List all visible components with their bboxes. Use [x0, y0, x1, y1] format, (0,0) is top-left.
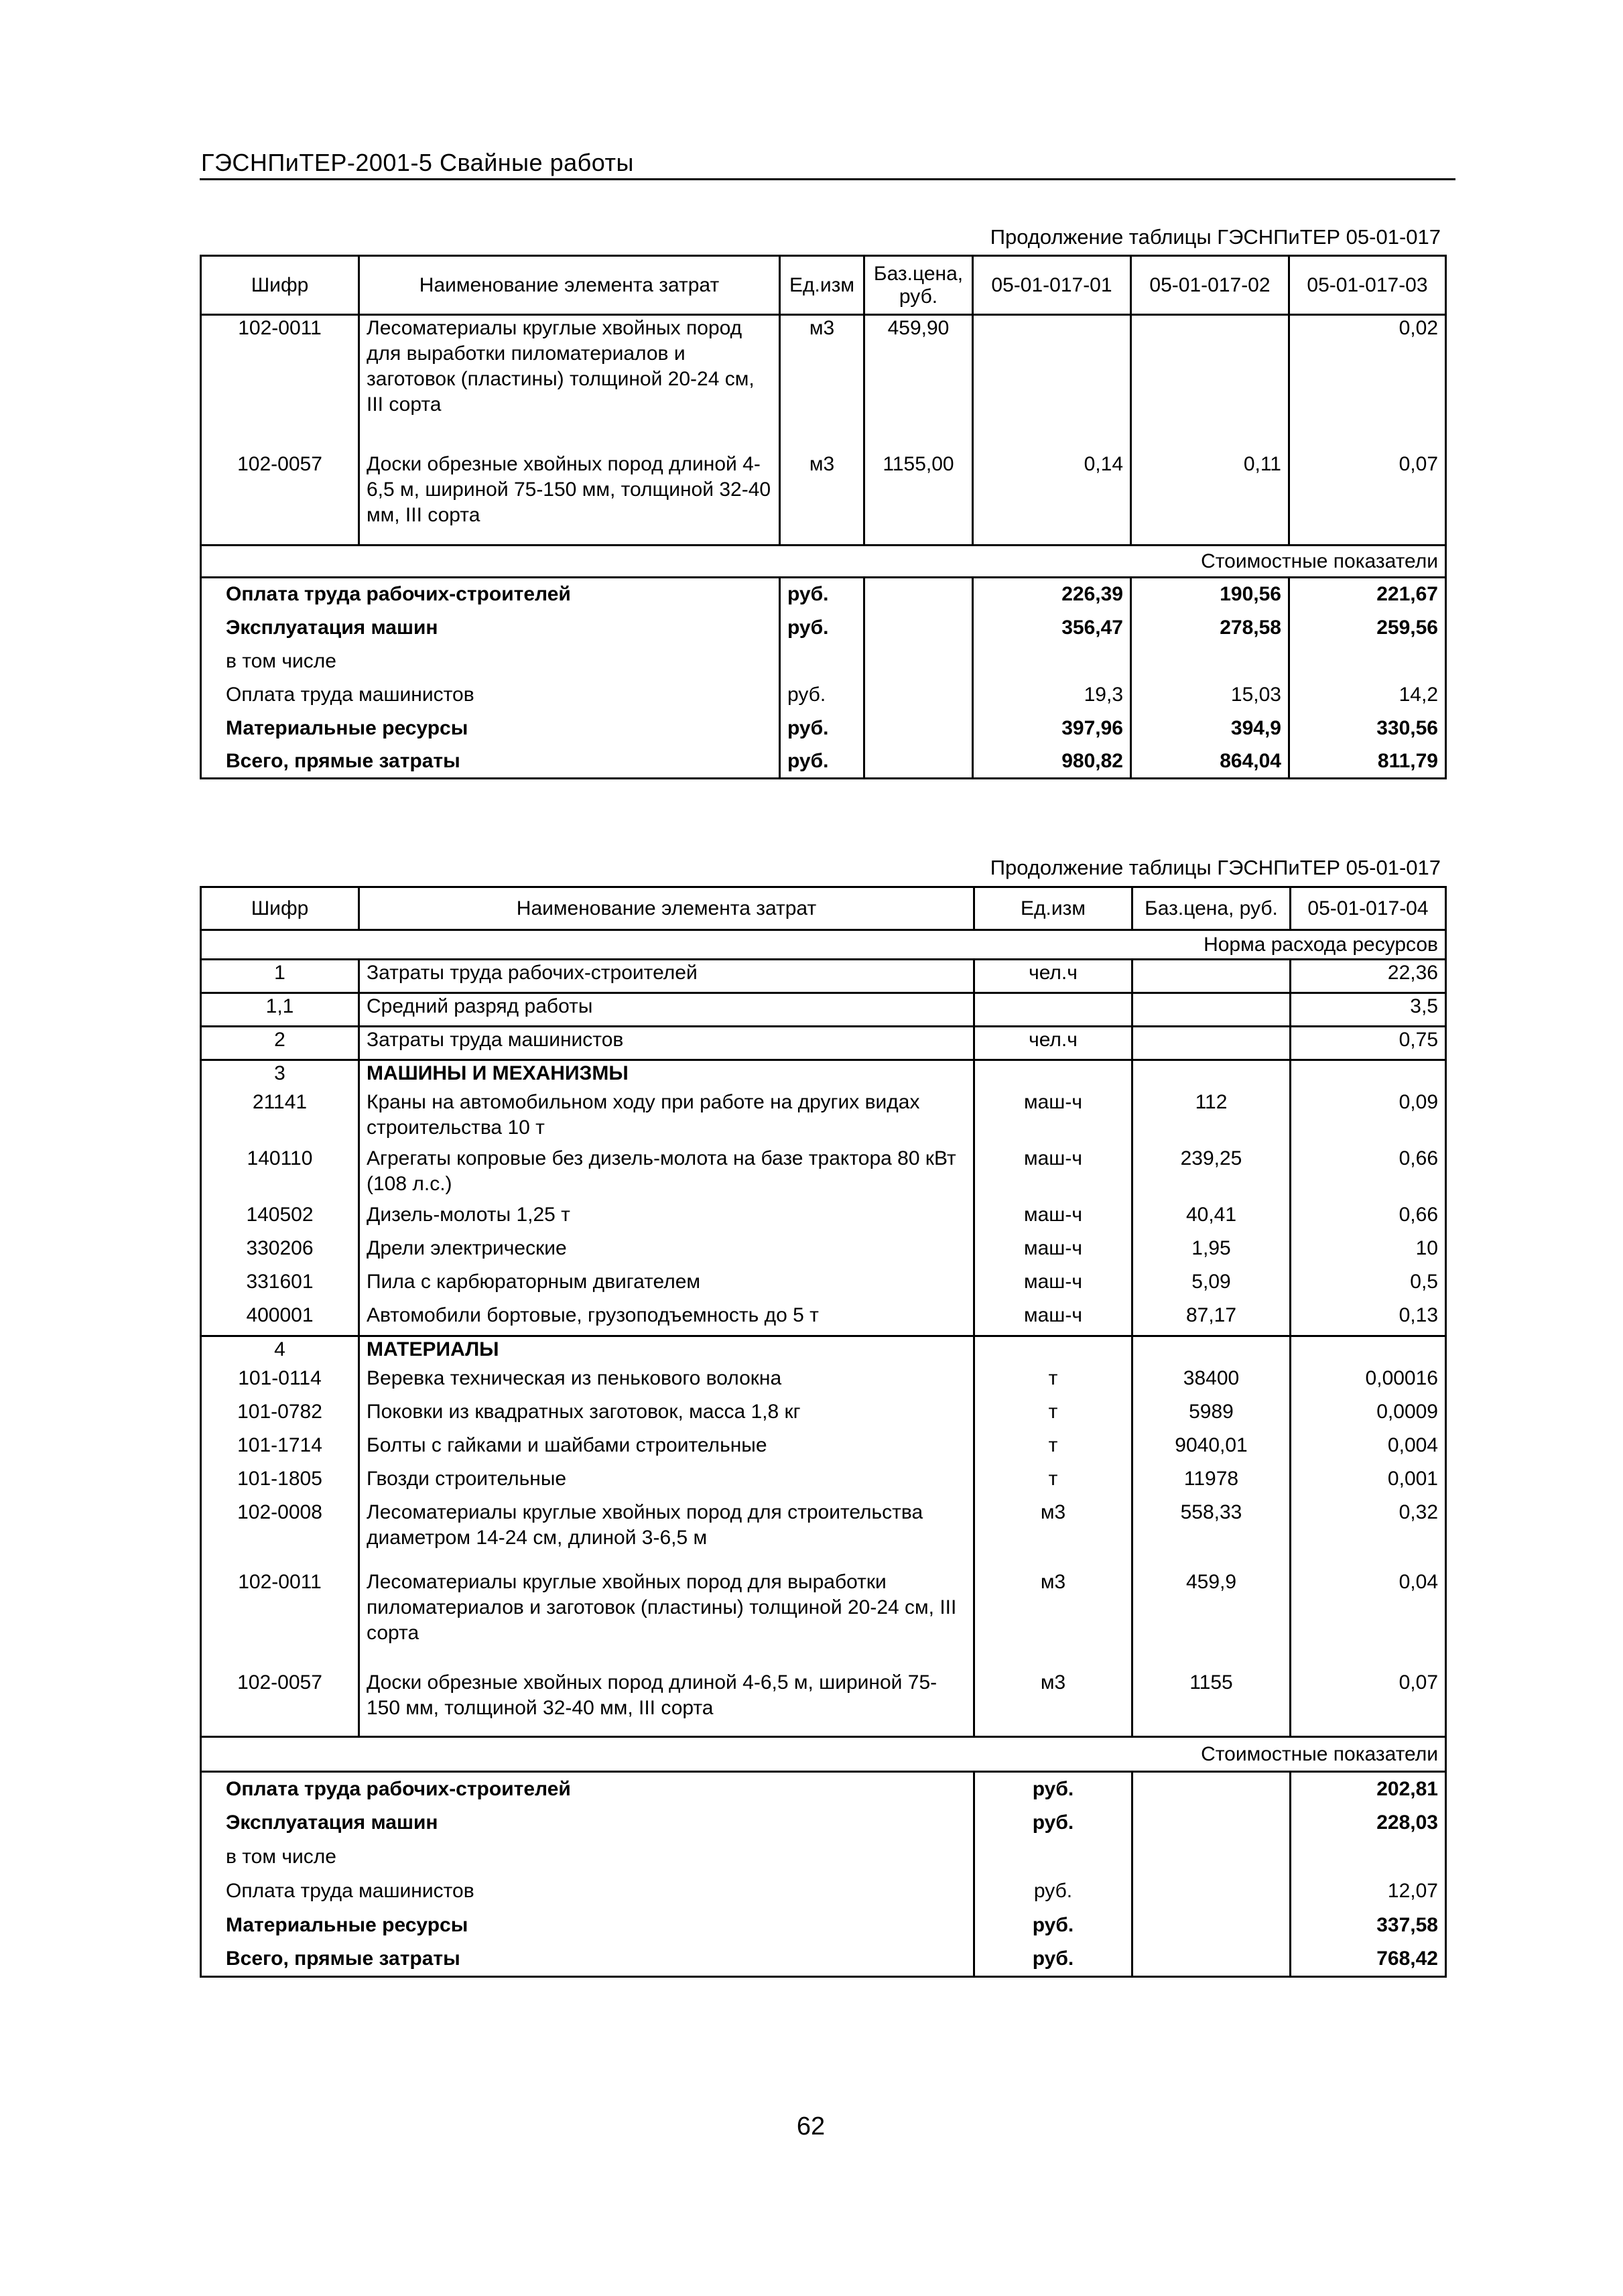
resource-price: 87,17 [1132, 1303, 1291, 1336]
resource-unit: чел.ч [974, 960, 1132, 993]
table-row [201, 1466, 1446, 1500]
material-price: 1155,00 [864, 452, 973, 546]
material-value-01: 0,14 [973, 452, 1131, 546]
cost-row [201, 645, 1446, 678]
resource-value: 0,32 [1291, 1500, 1446, 1570]
table-row [201, 1433, 1446, 1466]
cost-label: Оплата труда машинистов [201, 678, 780, 712]
material-name: Доски обрезные хвойных пород длиной 4-6,5 м, шириной 75-150 мм, толщиной 32-40 мм, III сорта [359, 452, 780, 546]
resource-name: Затраты труда машинистов [359, 1027, 974, 1060]
cost-row [201, 1806, 1446, 1840]
table-row [201, 1399, 1446, 1433]
cost-row [201, 1943, 1446, 1977]
material-unit: м3 [780, 452, 864, 546]
resource-name: Веревка техническая из пенькового волокна [359, 1366, 974, 1399]
cost-label: Эксплуатация машин [201, 611, 780, 645]
resource-code: 1,1 [201, 993, 359, 1027]
cost-value-02: 394,9 [1131, 712, 1289, 745]
resource-price [1132, 993, 1291, 1027]
resource-price [1132, 1027, 1291, 1060]
machines-group [201, 1060, 1446, 1090]
cost-row [201, 578, 1446, 611]
table1-body [201, 256, 1446, 779]
cost-price [1132, 1909, 1291, 1943]
materials-group-unit [974, 1336, 1132, 1366]
table2-header-price: Баз.цена, руб. [1132, 887, 1291, 930]
cost-unit: руб. [974, 1909, 1132, 1943]
table-row [201, 993, 1446, 1027]
resource-unit: м3 [974, 1500, 1132, 1570]
cost-label: Материальные ресурсы [201, 712, 780, 745]
machines-group-code: 3 [201, 1060, 359, 1090]
resource-price: 1,95 [1132, 1236, 1291, 1269]
resource-price: 11978 [1132, 1466, 1291, 1500]
resource-code: 1 [201, 960, 359, 993]
resource-name: Лесоматериалы круглые хвойных пород для выработки пиломатериалов и заготовок (пластины) толщиной 20-24 см, III сорта [359, 1570, 974, 1670]
resource-name: Средний разряд работы [359, 993, 974, 1027]
resource-unit: т [974, 1466, 1132, 1500]
table-row [201, 1500, 1446, 1570]
resource-value: 0,5 [1291, 1269, 1446, 1303]
table2-section-label: Стоимостные показатели [201, 1737, 1446, 1772]
material-value-01 [973, 315, 1131, 452]
table2-norm-label: Норма расхода ресурсов [201, 930, 1446, 960]
cost-value-02 [1131, 645, 1289, 678]
cost-row [201, 745, 1446, 779]
resource-unit: маш-ч [974, 1269, 1132, 1303]
resource-unit: маш-ч [974, 1303, 1132, 1336]
cost-unit: руб. [974, 1772, 1132, 1806]
cost-value-03: 811,79 [1289, 745, 1446, 779]
cost-value-03 [1289, 645, 1446, 678]
table2-section-row [201, 1737, 1446, 1772]
cost-label: Оплата труда машинистов [201, 1874, 974, 1909]
cost-value: 337,58 [1291, 1909, 1446, 1943]
resource-unit: маш-ч [974, 1202, 1132, 1236]
machines-group-title: МАШИНЫ И МЕХАНИЗМЫ [359, 1060, 974, 1090]
resource-value: 0,0009 [1291, 1399, 1446, 1433]
materials-group-code: 4 [201, 1336, 359, 1366]
cost-label: Всего, прямые затраты [201, 745, 780, 779]
cost-unit: руб. [974, 1874, 1132, 1909]
resource-code: 102-0057 [201, 1670, 359, 1737]
resource-value: 0,09 [1291, 1090, 1446, 1146]
cost-unit [780, 645, 864, 678]
resource-code: 101-1714 [201, 1433, 359, 1466]
material-value-03: 0,02 [1289, 315, 1446, 452]
resource-code: 102-0008 [201, 1500, 359, 1570]
table1-section-row [201, 546, 1446, 578]
cost-price [864, 611, 973, 645]
cost-price [1132, 1874, 1291, 1909]
resource-name: Дизель-молоты 1,25 т [359, 1202, 974, 1236]
resource-code: 331601 [201, 1269, 359, 1303]
material-code: 102-0057 [201, 452, 359, 546]
resource-value: 0,13 [1291, 1303, 1446, 1336]
machines-group-unit [974, 1060, 1132, 1090]
cost-value-02: 278,58 [1131, 611, 1289, 645]
resource-unit: м3 [974, 1570, 1132, 1670]
resource-price: 239,25 [1132, 1146, 1291, 1202]
cost-row [201, 712, 1446, 745]
resource-price [1132, 960, 1291, 993]
cost-row [201, 1874, 1446, 1909]
cost-price [1132, 1840, 1291, 1874]
cost-value-02: 190,56 [1131, 578, 1289, 611]
table2-caption: Продолжение таблицы ГЭСНПиТЕР 05-01-017 [990, 856, 1441, 879]
table1-header-name: Наименование элемента затрат [359, 256, 780, 315]
table2-header-code: Шифр [201, 887, 359, 930]
material-code: 102-0011 [201, 315, 359, 452]
resource-code: 102-0011 [201, 1570, 359, 1670]
materials-group-value [1291, 1336, 1446, 1366]
cost-label: Оплата труда рабочих-строителей [201, 578, 780, 611]
cost-value-01: 19,3 [973, 678, 1131, 712]
resource-price: 40,41 [1132, 1202, 1291, 1236]
resource-unit: м3 [974, 1670, 1132, 1737]
table-row [201, 1027, 1446, 1060]
table1-caption: Продолжение таблицы ГЭСНПиТЕР 05-01-017 [990, 225, 1441, 249]
table2-header-unit: Ед.изм [974, 887, 1132, 930]
table-row [201, 1202, 1446, 1236]
cost-value [1291, 1840, 1446, 1874]
material-name: Лесоматериалы круглые хвойных пород для выработки пиломатериалов и заготовок (пластины) толщиной 20-24 см, III сорта [359, 315, 780, 452]
resource-unit: чел.ч [974, 1027, 1132, 1060]
resource-price: 459,9 [1132, 1570, 1291, 1670]
table-row [201, 1366, 1446, 1399]
cost-unit: руб. [780, 678, 864, 712]
resource-name: Автомобили бортовые, грузоподъемность до 5 т [359, 1303, 974, 1336]
resource-value: 22,36 [1291, 960, 1446, 993]
resource-name: Болты с гайками и шайбами строительные [359, 1433, 974, 1466]
resource-name: Гвозди строительные [359, 1466, 974, 1500]
table-row [201, 1303, 1446, 1336]
resource-value: 0,66 [1291, 1146, 1446, 1202]
resource-code: 140502 [201, 1202, 359, 1236]
cost-row [201, 1909, 1446, 1943]
cost-label: Оплата труда рабочих-строителей [201, 1772, 974, 1806]
cost-row [201, 1772, 1446, 1806]
cost-row [201, 611, 1446, 645]
cost-price [1132, 1943, 1291, 1977]
cost-price [1132, 1806, 1291, 1840]
cost-value-03: 330,56 [1289, 712, 1446, 745]
cost-row [201, 678, 1446, 712]
resource-value: 0,07 [1291, 1670, 1446, 1737]
material-unit: м3 [780, 315, 864, 452]
resource-code: 400001 [201, 1303, 359, 1336]
table2 [200, 886, 1447, 1978]
resource-name: Затраты труда рабочих-строителей [359, 960, 974, 993]
cost-label: Эксплуатация машин [201, 1806, 974, 1840]
table1 [200, 255, 1447, 779]
resource-code: 101-0782 [201, 1399, 359, 1433]
cost-price [1132, 1772, 1291, 1806]
resource-name: Агрегаты копровые без дизель-молота на базе трактора 80 кВт (108 л.с.) [359, 1146, 974, 1202]
resource-unit: маш-ч [974, 1090, 1132, 1146]
table1-header-code: Шифр [201, 256, 359, 315]
material-value-02: 0,11 [1131, 452, 1289, 546]
page-header-title: ГЭСНПиТЕР-2001-5 Свайные работы [201, 149, 634, 176]
resource-value: 0,00016 [1291, 1366, 1446, 1399]
resource-name: Поковки из квадратных заготовок, масса 1,8 кг [359, 1399, 974, 1433]
table1-header-c3: 05-01-017-03 [1289, 256, 1446, 315]
cost-label: в том числе [201, 645, 780, 678]
materials-group [201, 1336, 1446, 1366]
resource-value: 10 [1291, 1236, 1446, 1269]
table2-header-name: Наименование элемента затрат [359, 887, 974, 930]
table-row [201, 1670, 1446, 1737]
resource-price: 558,33 [1132, 1500, 1291, 1570]
resource-value: 0,04 [1291, 1570, 1446, 1670]
cost-value-03: 221,67 [1289, 578, 1446, 611]
resource-name: Дрели электрические [359, 1236, 974, 1269]
cost-unit: руб. [974, 1943, 1132, 1977]
table1-header-c1: 05-01-017-01 [973, 256, 1131, 315]
table-row [201, 1146, 1446, 1202]
cost-unit: руб. [780, 611, 864, 645]
table-row [201, 1236, 1446, 1269]
cost-value-02: 864,04 [1131, 745, 1289, 779]
table-row [201, 1090, 1446, 1146]
resource-value: 0,66 [1291, 1202, 1446, 1236]
table2-body [201, 887, 1446, 1977]
resource-unit [974, 993, 1132, 1027]
resource-code: 21141 [201, 1090, 359, 1146]
table1-section-label: Стоимостные показатели [201, 546, 1446, 578]
cost-value-01: 356,47 [973, 611, 1131, 645]
table2-header-c4: 05-01-017-04 [1291, 887, 1446, 930]
resource-price: 9040,01 [1132, 1433, 1291, 1466]
resource-name: Лесоматериалы круглые хвойных пород для строительства диаметром 14-24 см, длиной 3-6,5 м [359, 1500, 974, 1570]
cost-value-01: 980,82 [973, 745, 1131, 779]
cost-price [864, 578, 973, 611]
table1-header-price: Баз.цена, руб. [864, 256, 973, 315]
resource-value: 0,004 [1291, 1433, 1446, 1466]
resource-price: 5,09 [1132, 1269, 1291, 1303]
cost-value-03: 14,2 [1289, 678, 1446, 712]
page-number: 62 [796, 2112, 826, 2141]
cost-value: 768,42 [1291, 1943, 1446, 1977]
table1-header-unit: Ед.изм [780, 256, 864, 315]
material-value-03: 0,07 [1289, 452, 1446, 546]
cost-value-01: 397,96 [973, 712, 1131, 745]
header-divider [200, 178, 1455, 180]
materials-group-title: МАТЕРИАЛЫ [359, 1336, 974, 1366]
table1-header-row [201, 256, 1446, 315]
resource-price: 1155 [1132, 1670, 1291, 1737]
cost-price [864, 712, 973, 745]
table-row [201, 452, 1446, 546]
resource-name: Пила с карбюраторным двигателем [359, 1269, 974, 1303]
resource-price: 112 [1132, 1090, 1291, 1146]
material-value-02 [1131, 315, 1289, 452]
cost-value: 12,07 [1291, 1874, 1446, 1909]
cost-value-03: 259,56 [1289, 611, 1446, 645]
resource-name: Доски обрезные хвойных пород длиной 4-6,5 м, шириной 75-150 мм, толщиной 32-40 мм, III сорта [359, 1670, 974, 1737]
resource-code: 140110 [201, 1146, 359, 1202]
cost-unit: руб. [780, 578, 864, 611]
resource-price: 5989 [1132, 1399, 1291, 1433]
table-row [201, 960, 1446, 993]
table2-norm-row [201, 930, 1446, 960]
cost-unit: руб. [974, 1806, 1132, 1840]
cost-label: Всего, прямые затраты [201, 1943, 974, 1977]
resource-unit: маш-ч [974, 1146, 1132, 1202]
table-row [201, 1269, 1446, 1303]
cost-row [201, 1840, 1446, 1874]
resource-value: 3,5 [1291, 993, 1446, 1027]
material-price: 459,90 [864, 315, 973, 452]
cost-price [864, 678, 973, 712]
resource-value: 0,75 [1291, 1027, 1446, 1060]
resource-code: 101-0114 [201, 1366, 359, 1399]
resource-unit: т [974, 1399, 1132, 1433]
cost-price [864, 645, 973, 678]
resource-code: 2 [201, 1027, 359, 1060]
resource-code: 330206 [201, 1236, 359, 1269]
resource-unit: т [974, 1366, 1132, 1399]
cost-value-01: 226,39 [973, 578, 1131, 611]
cost-label: в том числе [201, 1840, 974, 1874]
machines-group-value [1291, 1060, 1446, 1090]
cost-unit: руб. [780, 745, 864, 779]
resource-name: Краны на автомобильном ходу при работе на других видах строительства 10 т [359, 1090, 974, 1146]
cost-value: 202,81 [1291, 1772, 1446, 1806]
materials-group-price [1132, 1336, 1291, 1366]
cost-label: Материальные ресурсы [201, 1909, 974, 1943]
cost-unit: руб. [780, 712, 864, 745]
resource-unit: маш-ч [974, 1236, 1132, 1269]
resource-price: 38400 [1132, 1366, 1291, 1399]
cost-price [864, 745, 973, 779]
table-row [201, 1570, 1446, 1670]
resource-unit: т [974, 1433, 1132, 1466]
resource-value: 0,001 [1291, 1466, 1446, 1500]
table2-header-row [201, 887, 1446, 930]
cost-unit [974, 1840, 1132, 1874]
table-row [201, 315, 1446, 452]
machines-group-price [1132, 1060, 1291, 1090]
cost-value-01 [973, 645, 1131, 678]
cost-value: 228,03 [1291, 1806, 1446, 1840]
resource-code: 101-1805 [201, 1466, 359, 1500]
table1-header-c2: 05-01-017-02 [1131, 256, 1289, 315]
cost-value-02: 15,03 [1131, 678, 1289, 712]
